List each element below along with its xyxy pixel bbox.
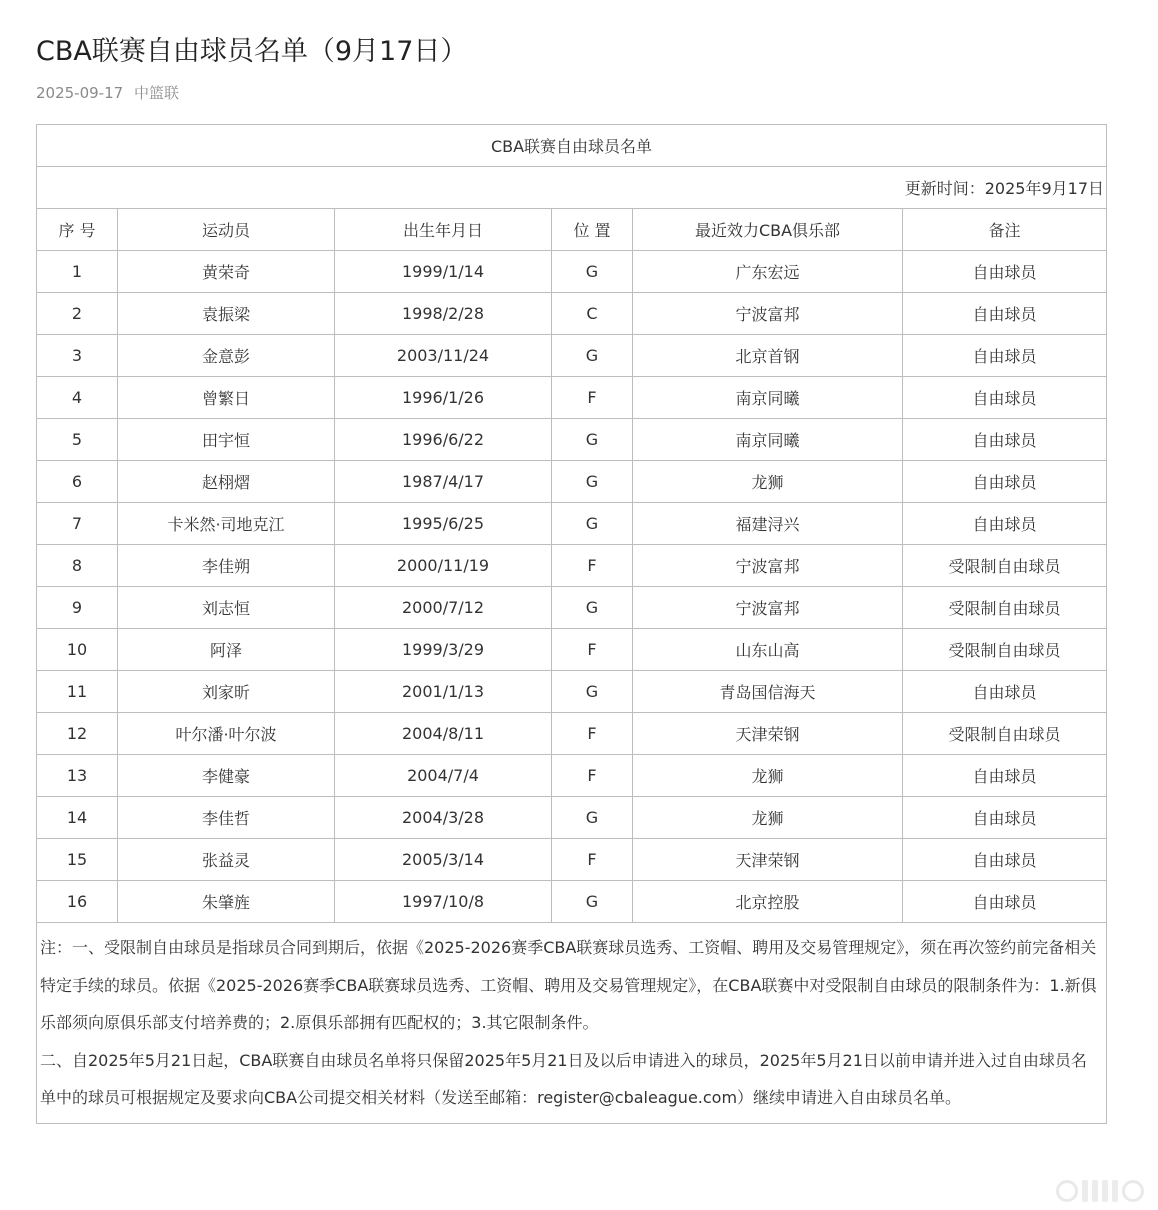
cell-birth: 2005/3/14	[335, 839, 552, 881]
cell-note: 自由球员	[903, 671, 1107, 713]
cell-player: 袁振梁	[118, 293, 335, 335]
cell-note: 自由球员	[903, 755, 1107, 797]
cell-position: C	[552, 293, 633, 335]
update-time-row	[37, 167, 1107, 209]
watermark-ring-icon	[1056, 1180, 1078, 1202]
header-birth: 出生年月日	[335, 209, 552, 251]
header-position: 位 置	[552, 209, 633, 251]
watermark-logo	[1056, 1180, 1144, 1202]
cell-num: 5	[37, 419, 118, 461]
cell-position: G	[552, 461, 633, 503]
cell-note: 自由球员	[903, 251, 1107, 293]
cell-position: G	[552, 671, 633, 713]
cell-position: G	[552, 587, 633, 629]
table-row	[37, 293, 1107, 335]
cell-birth: 2001/1/13	[335, 671, 552, 713]
cell-num: 16	[37, 881, 118, 923]
cell-num: 14	[37, 797, 118, 839]
cell-club: 宁波富邦	[633, 587, 903, 629]
cell-birth: 2000/11/19	[335, 545, 552, 587]
cell-player: 刘家昕	[118, 671, 335, 713]
table-caption: CBA联赛自由球员名单	[37, 125, 1107, 167]
header-note: 备注	[903, 209, 1107, 251]
cell-birth: 1996/1/26	[335, 377, 552, 419]
table-row	[37, 881, 1107, 923]
table-row	[37, 461, 1107, 503]
table-row	[37, 839, 1107, 881]
cell-num: 3	[37, 335, 118, 377]
cell-position: F	[552, 545, 633, 587]
watermark-bar-icon	[1102, 1180, 1108, 1202]
cell-position: F	[552, 713, 633, 755]
free-agent-table	[36, 124, 1107, 1124]
cell-position: F	[552, 629, 633, 671]
table-row	[37, 755, 1107, 797]
note-paragraph: 注：一、受限制自由球员是指球员合同到期后，依据《2025-2026赛季CBA联赛球员选秀、工资帽、聘用及交易管理规定》，须在再次签约前完备相关特定手续的球员。依据《2025-2026赛季CBA联赛球员选秀、工资帽、聘用及交易管理规定》，在CBA联赛中对受限制自由球员的限制条件为：1.新俱乐部须向原俱乐部支付培养费的；2.原俱乐部拥有匹配权的；3.其它限制条件。	[40, 938, 1097, 1033]
cell-birth: 1999/3/29	[335, 629, 552, 671]
cell-num: 12	[37, 713, 118, 755]
cell-club: 北京控股	[633, 881, 903, 923]
cell-num: 9	[37, 587, 118, 629]
watermark-bar-icon	[1092, 1180, 1098, 1202]
cell-position: F	[552, 839, 633, 881]
update-time: 更新时间：2025年9月17日	[37, 167, 1107, 209]
cell-birth: 2003/11/24	[335, 335, 552, 377]
cell-player: 张益灵	[118, 839, 335, 881]
cell-club: 宁波富邦	[633, 293, 903, 335]
table-row	[37, 377, 1107, 419]
cell-player: 阿泽	[118, 629, 335, 671]
table-row	[37, 419, 1107, 461]
cell-player: 李佳朔	[118, 545, 335, 587]
cell-club: 天津荣钢	[633, 713, 903, 755]
cell-birth: 2004/8/11	[335, 713, 552, 755]
cell-num: 15	[37, 839, 118, 881]
table-row	[37, 797, 1107, 839]
cell-birth: 1995/6/25	[335, 503, 552, 545]
cell-position: G	[552, 335, 633, 377]
cell-position: G	[552, 797, 633, 839]
cell-birth: 1987/4/17	[335, 461, 552, 503]
publish-date: 2025-09-17	[36, 84, 124, 102]
cell-player: 卡米然·司地克江	[118, 503, 335, 545]
cell-num: 13	[37, 755, 118, 797]
source-name: 中篮联	[133, 84, 179, 102]
cell-club: 龙狮	[633, 797, 903, 839]
page-title: CBA联赛自由球员名单（9月17日）	[36, 36, 468, 67]
cell-note: 受限制自由球员	[903, 629, 1107, 671]
article-meta	[36, 82, 179, 104]
table-header-row	[37, 209, 1107, 251]
cell-num: 8	[37, 545, 118, 587]
watermark-bar-icon	[1112, 1180, 1118, 1202]
cell-club: 青岛国信海天	[633, 671, 903, 713]
cell-birth: 1999/1/14	[335, 251, 552, 293]
cell-club: 北京首钢	[633, 335, 903, 377]
cell-club: 天津荣钢	[633, 839, 903, 881]
table-row	[37, 671, 1107, 713]
cell-num: 11	[37, 671, 118, 713]
cell-position: F	[552, 755, 633, 797]
cell-position: G	[552, 503, 633, 545]
cell-note: 受限制自由球员	[903, 545, 1107, 587]
cell-club: 福建浔兴	[633, 503, 903, 545]
cell-note: 自由球员	[903, 377, 1107, 419]
cell-club: 山东山高	[633, 629, 903, 671]
cell-position: F	[552, 377, 633, 419]
cell-num: 1	[37, 251, 118, 293]
header-player: 运动员	[118, 209, 335, 251]
header-num: 序 号	[37, 209, 118, 251]
cell-player: 赵栩熠	[118, 461, 335, 503]
cell-position: G	[552, 881, 633, 923]
table-row	[37, 545, 1107, 587]
table-row	[37, 629, 1107, 671]
cell-note: 受限制自由球员	[903, 587, 1107, 629]
cell-club: 南京同曦	[633, 419, 903, 461]
header-club: 最近效力CBA俱乐部	[633, 209, 903, 251]
note-paragraph: 二、自2025年5月21日起，CBA联赛自由球员名单将只保留2025年5月21日及以后申请进入的球员，2025年5月21日以前申请并进入过自由球员名单中的球员可根据规定及要求向CBA公司提交相关材料（发送至邮箱：register@cbaleague.com）继续申请进入自由球员名单。	[40, 1050, 1087, 1108]
cell-num: 7	[37, 503, 118, 545]
cell-note: 自由球员	[903, 335, 1107, 377]
cell-note: 自由球员	[903, 503, 1107, 545]
table-row	[37, 713, 1107, 755]
table-row	[37, 503, 1107, 545]
table-row	[37, 587, 1107, 629]
table-row	[37, 251, 1107, 293]
cell-club: 南京同曦	[633, 377, 903, 419]
cell-player: 黄荣奇	[118, 251, 335, 293]
cell-note: 自由球员	[903, 839, 1107, 881]
cell-num: 4	[37, 377, 118, 419]
cell-num: 2	[37, 293, 118, 335]
notes-row	[37, 923, 1107, 1124]
cell-player: 李健豪	[118, 755, 335, 797]
cell-note: 受限制自由球员	[903, 713, 1107, 755]
cell-birth: 2004/7/4	[335, 755, 552, 797]
cell-club: 龙狮	[633, 461, 903, 503]
table-caption-row	[37, 125, 1107, 167]
cell-position: G	[552, 419, 633, 461]
cell-club: 广东宏远	[633, 251, 903, 293]
cell-club: 宁波富邦	[633, 545, 903, 587]
cell-club: 龙狮	[633, 755, 903, 797]
cell-player: 朱肇旌	[118, 881, 335, 923]
cell-note: 自由球员	[903, 293, 1107, 335]
cell-note: 自由球员	[903, 461, 1107, 503]
cell-player: 金意彭	[118, 335, 335, 377]
cell-birth: 1998/2/28	[335, 293, 552, 335]
cell-player: 曾繁日	[118, 377, 335, 419]
cell-note: 自由球员	[903, 797, 1107, 839]
cell-birth: 2004/3/28	[335, 797, 552, 839]
cell-birth: 1996/6/22	[335, 419, 552, 461]
cell-note: 自由球员	[903, 881, 1107, 923]
cell-player: 刘志恒	[118, 587, 335, 629]
table-row	[37, 335, 1107, 377]
watermark-ring-icon	[1122, 1180, 1144, 1202]
cell-birth: 2000/7/12	[335, 587, 552, 629]
cell-player: 叶尔潘·叶尔波	[118, 713, 335, 755]
cell-note: 自由球员	[903, 419, 1107, 461]
cell-num: 6	[37, 461, 118, 503]
cell-player: 田宇恒	[118, 419, 335, 461]
cell-player: 李佳哲	[118, 797, 335, 839]
cell-num: 10	[37, 629, 118, 671]
cell-position: G	[552, 251, 633, 293]
watermark-bar-icon	[1082, 1180, 1088, 1202]
cell-birth: 1997/10/8	[335, 881, 552, 923]
table-notes	[37, 923, 1107, 1124]
